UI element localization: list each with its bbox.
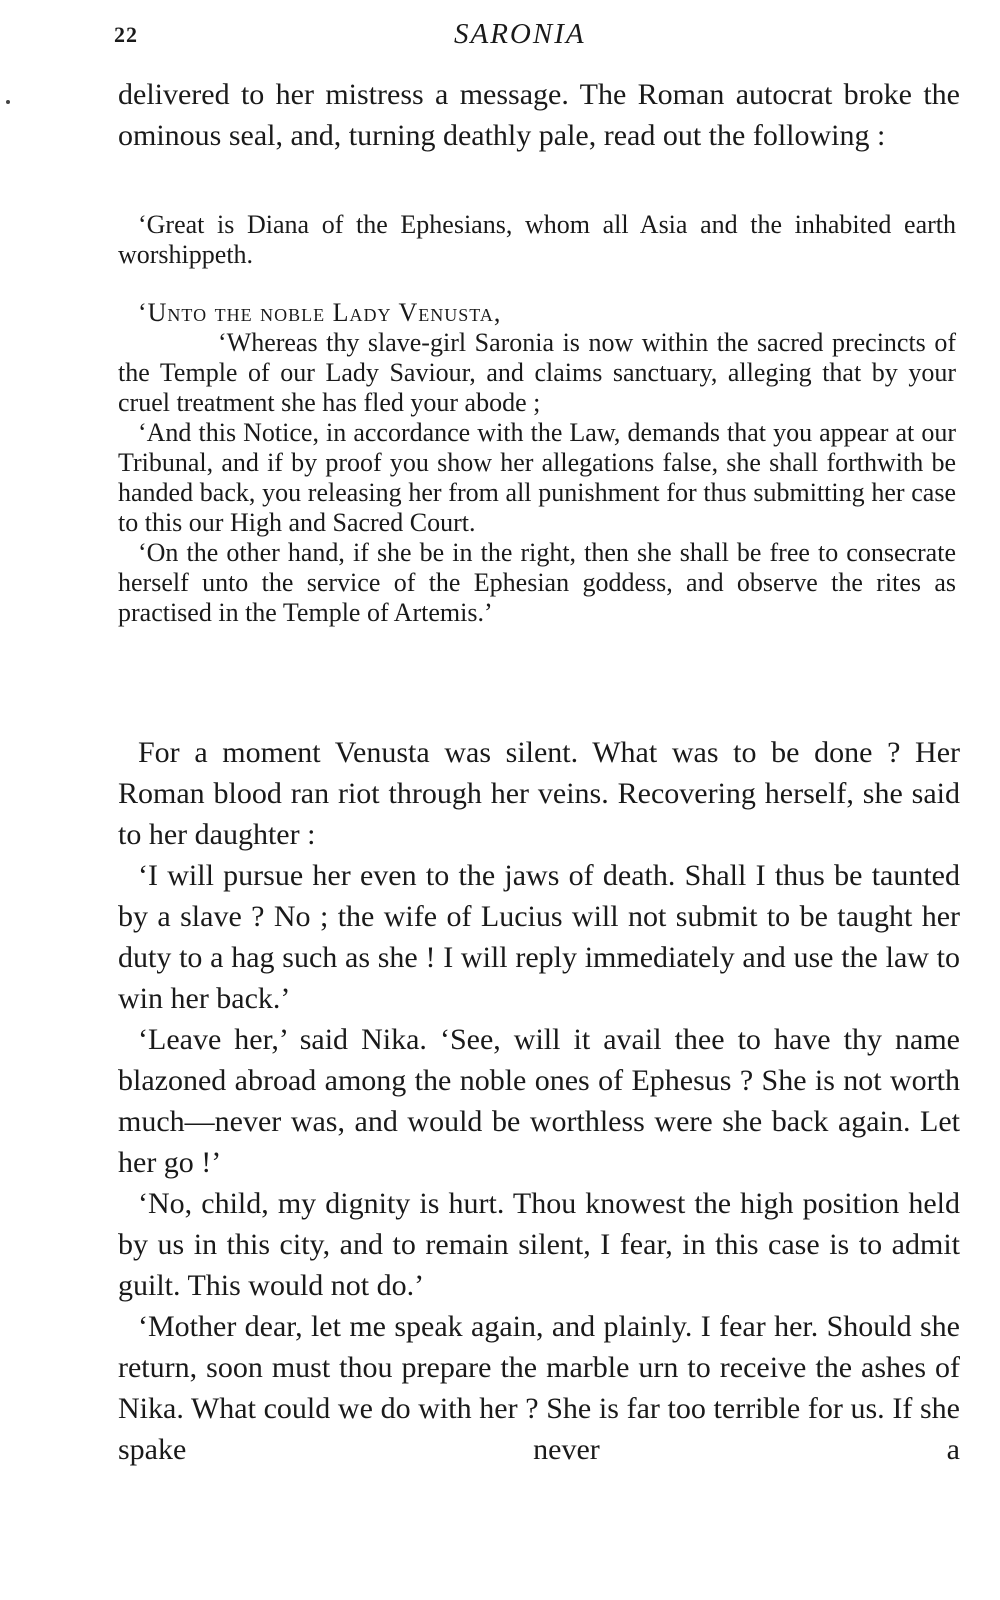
page-header xyxy=(114,18,964,58)
notice-paragraph: ‘Whereas thy slave-girl Saronia is now within the sacred precincts of the Temple of our Lady Saviour, and claims sanctuary, alleging that by your cruel treatment she has fled your abode ; xyxy=(118,328,956,417)
notice-invocation-block xyxy=(118,210,956,270)
notice-address: ‘Unto the noble Lady Venusta, xyxy=(138,298,502,327)
notice-paragraph: ‘And this Notice, in accordance with the Law, demands that you appear at our Tribunal, and if by proof you show her allegations false, she shall forthwith be handed back, you releasing her from all punishment for thus submitting her case to this our High and Sacred Court. xyxy=(118,418,956,537)
running-title: SARONIA xyxy=(454,18,586,50)
narrative-paragraph: ‘Mother dear, let me speak again, and plainly. I fear her. Should she return, soon must thou prepare the marble urn to receive the ashes of Nika. What could we do with her ? She is far too terrible for us. If she spake never a xyxy=(118,1310,960,1466)
narrative-paragraph: ‘Leave her,’ said Nika. ‘See, will it avail thee to have thy name blazoned abroad among the noble ones of Ephesus ? She is not worth much—never was, and would be worthless were she back again. Let her go !’ xyxy=(118,1023,960,1179)
opening-paragraph: delivered to her mistress a message. The Roman autocrat broke the ominous seal, and, turning deathly pale, read out the following : xyxy=(118,78,960,152)
opening-paragraph-block xyxy=(118,74,960,156)
narrative-paragraph: ‘No, child, my dignity is hurt. Thou knowest the high position held by us in this city, and to remain silent, I fear, in this case is to admit guilt. This would not do.’ xyxy=(118,1187,960,1302)
notice-invocation: ‘Great is Diana of the Ephesians, whom all Asia and the inhabited earth worshippeth. xyxy=(118,210,956,269)
notice-body xyxy=(118,298,956,628)
page-number: 22 xyxy=(114,22,138,47)
notice-paragraph: ‘On the other hand, if she be in the right, then she shall be free to consecrate herself unto the service of the Ephesian goddess, and observe the rites as practised in the Temple of Artemis.’ xyxy=(118,538,956,627)
narrative-paragraph: ‘I will pursue her even to the jaws of death. Shall I thus be taunted by a slave ? No ; the wife of Lucius will not submit to be taught her duty to a hag such as she ! I will reply immediately and use the law to win her back.’ xyxy=(118,859,960,1015)
narrative-paragraph: For a moment Venusta was silent. What was to be done ? Her Roman blood ran riot through her veins. Recovering herself, she said to her daughter : xyxy=(118,736,960,851)
margin-speck xyxy=(6,100,10,104)
narrative-body xyxy=(118,732,960,1470)
